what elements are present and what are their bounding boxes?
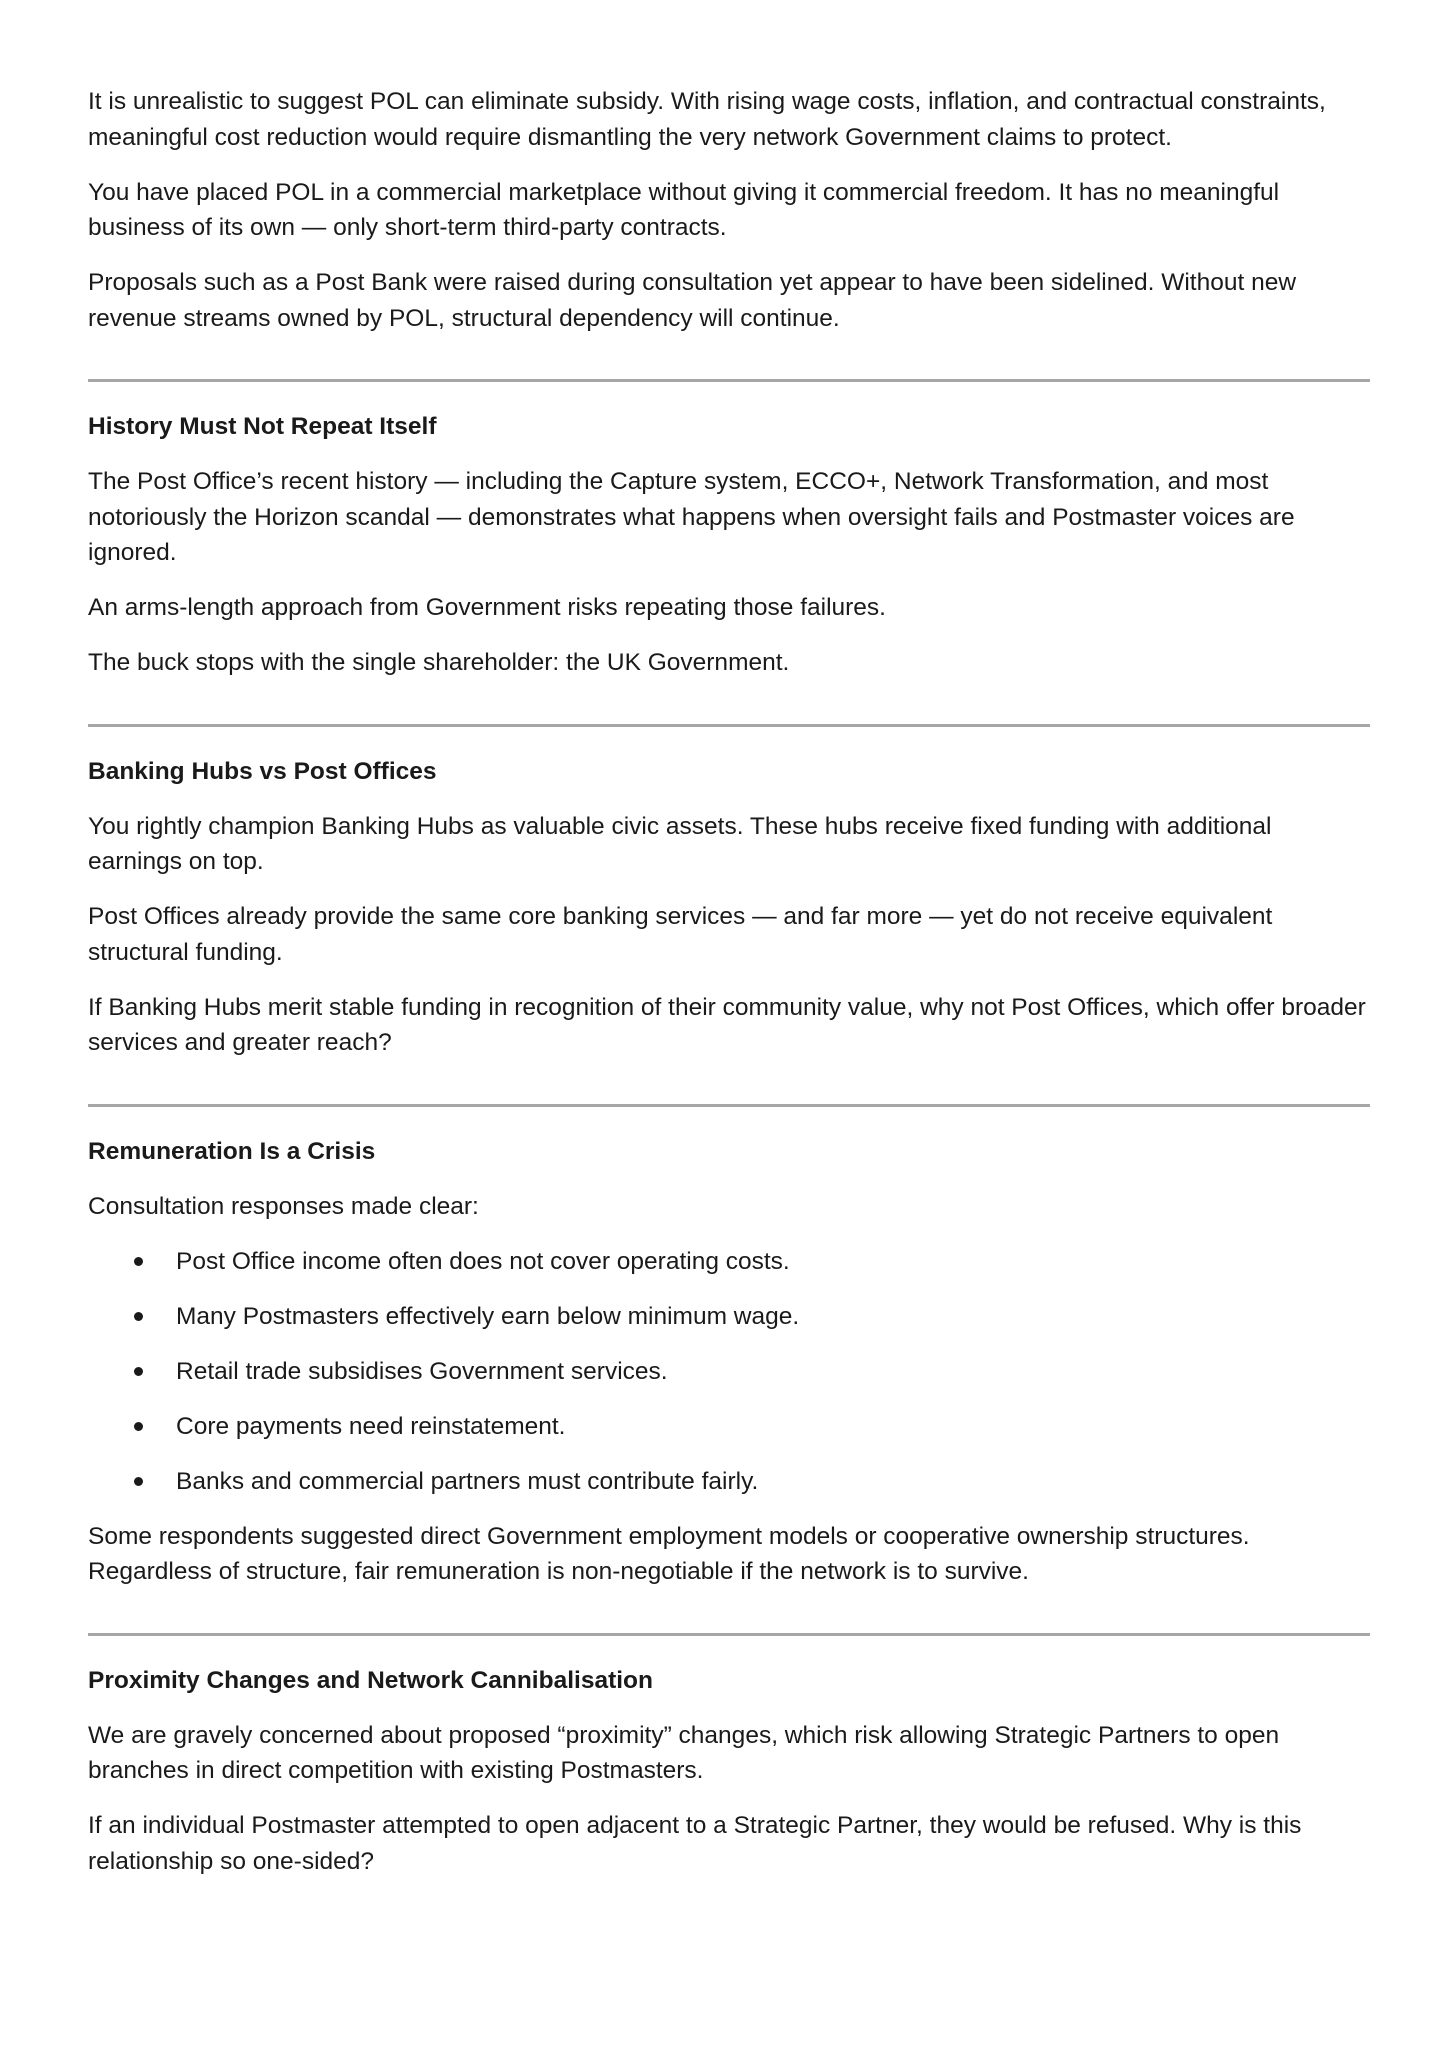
remuneration-bullet-list	[88, 1244, 1370, 1500]
history-paragraph-2: An arms-length approach from Government risks repeating those failures.	[88, 594, 886, 621]
history-heading: History Must Not Repeat Itself	[88, 413, 437, 440]
proximity-paragraph-1: We are gravely concerned about proposed “proximity” changes, which risk allowing Strategic Partners to open branches in direct competition with existing Postmasters.	[88, 1721, 1280, 1784]
list-item	[88, 1409, 1370, 1445]
intro-section	[88, 84, 1370, 336]
remuneration-section	[88, 1134, 1370, 1590]
bullet-icon	[134, 1312, 143, 1321]
history-section	[88, 409, 1370, 681]
history-paragraph-3: The buck stops with the single shareholder: the UK Government.	[88, 649, 790, 676]
section-divider	[88, 379, 1370, 382]
bullet-icon	[134, 1422, 143, 1431]
remuneration-heading: Remuneration Is a Crisis	[88, 1137, 376, 1165]
section-divider	[88, 1104, 1370, 1107]
proximity-heading: Proximity Changes and Network Cannibalisation	[88, 1666, 653, 1694]
remuneration-intro: Consultation responses made clear:	[88, 1192, 479, 1220]
banking-paragraph-3: If Banking Hubs merit stable funding in recognition of their community value, why not Post Offices, which offer broader services and greater reach?	[88, 993, 1366, 1056]
list-item	[88, 1299, 1370, 1335]
intro-paragraph-1: It is unrealistic to suggest POL can eliminate subsidy. With rising wage costs, inflation, and contractual constraints, meaningful cost reduction would require dismantling the very network Government claims to protect.	[88, 88, 1326, 151]
section-divider	[88, 1633, 1370, 1636]
intro-paragraph-3: Proposals such as a Post Bank were raised during consultation yet appear to have been sidelined. Without new revenue streams owned by POL, structural dependency will continue.	[88, 269, 1297, 332]
bullet-icon	[134, 1477, 143, 1486]
list-item	[88, 1464, 1370, 1500]
list-item-text: Many Postmasters effectively earn below minimum wage.	[176, 1302, 800, 1330]
banking-paragraph-1: You rightly champion Banking Hubs as valuable civic assets. These hubs receive fixed funding with additional earnings on top.	[88, 812, 1272, 875]
history-paragraph-1: The Post Office’s recent history — including the Capture system, ECCO+, Network Transformation, and most notoriously the Horizon scandal — demonstrates what happens when oversight fails and Postmaster voices are ignored.	[88, 468, 1295, 566]
bullet-icon	[134, 1257, 143, 1266]
list-item-text: Banks and commercial partners must contribute fairly.	[176, 1467, 759, 1495]
list-item	[88, 1244, 1370, 1280]
list-item-text: Retail trade subsidises Government services.	[176, 1357, 668, 1385]
bullet-icon	[134, 1367, 143, 1376]
document-page	[88, 84, 1370, 1879]
intro-paragraph-2: You have placed POL in a commercial marketplace without giving it commercial freedom. It has no meaningful business of its own — only short-term third-party contracts.	[88, 178, 1280, 241]
banking-heading: Banking Hubs vs Post Offices	[88, 757, 437, 785]
banking-section	[88, 754, 1370, 1061]
section-divider	[88, 724, 1370, 727]
list-item-text: Core payments need reinstatement.	[176, 1412, 566, 1440]
list-item-text: Post Office income often does not cover operating costs.	[176, 1247, 790, 1275]
list-item	[88, 1354, 1370, 1390]
banking-paragraph-2: Post Offices already provide the same core banking services — and far more — yet do not receive equivalent structural funding.	[88, 903, 1273, 966]
proximity-section	[88, 1663, 1370, 1880]
remuneration-paragraph-2: Some respondents suggested direct Government employment models or cooperative ownership structures. Regardless of structure, fair remuneration is non-negotiable if the network is to survive.	[88, 1522, 1250, 1585]
proximity-paragraph-2: If an individual Postmaster attempted to open adjacent to a Strategic Partner, they would be refused. Why is this relationship so one-sided?	[88, 1812, 1302, 1875]
